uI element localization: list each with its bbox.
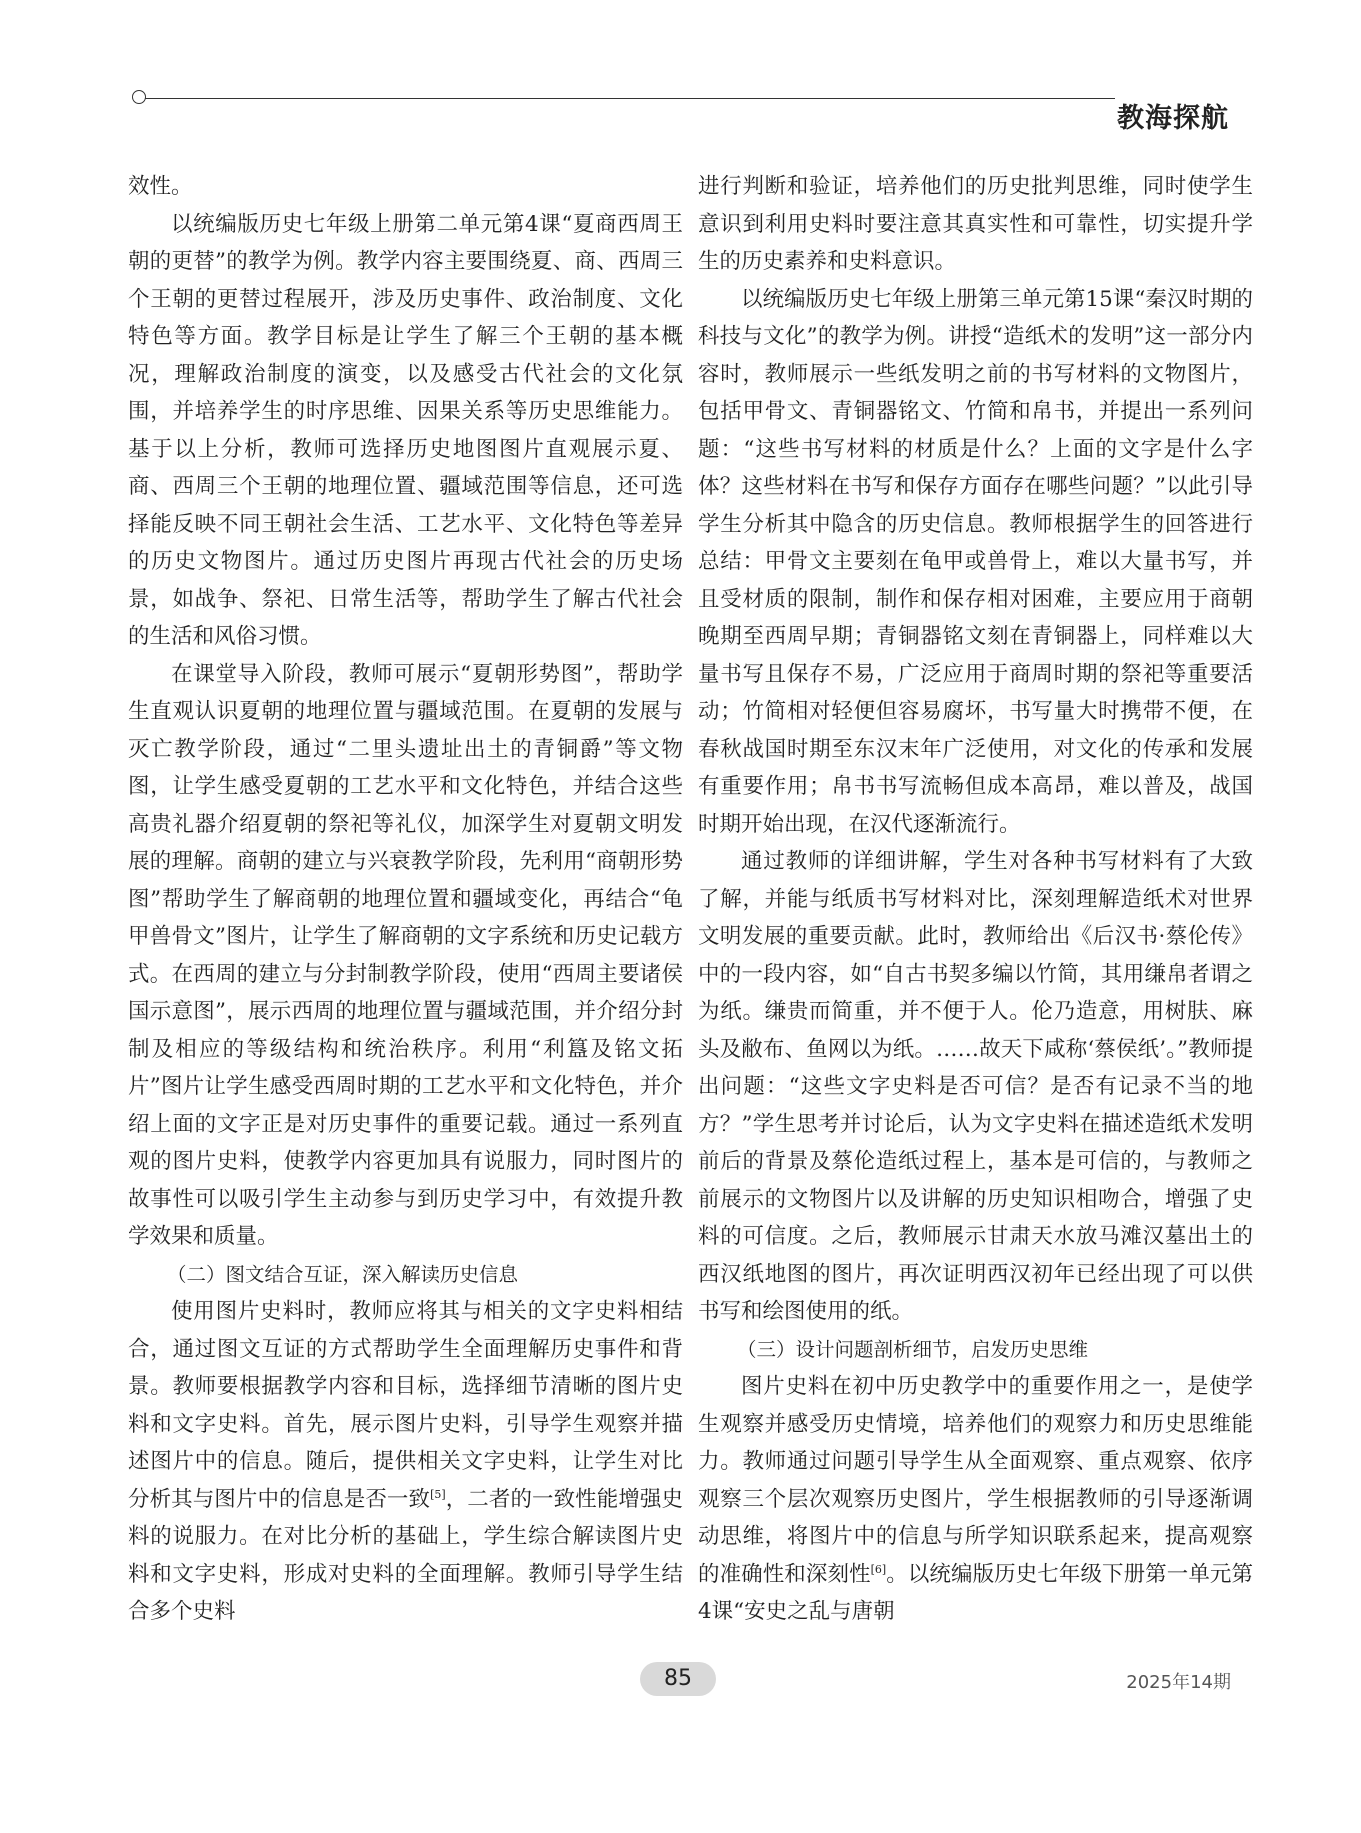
section-heading: （三）设计问题剖析细节，启发历史思维 xyxy=(737,1337,1089,1361)
section-title: 教海探航 xyxy=(1117,103,1229,134)
section-heading: （二）图文结合互证，深入解读历史信息 xyxy=(167,1262,519,1286)
left-column xyxy=(128,168,683,1631)
citation-mark: [5] xyxy=(430,1487,446,1501)
header-rule xyxy=(140,98,1115,99)
paragraph: 图片史料在初中历史教学中的重要作用之一，是使学生观察并感受历史情境，培养他们的观察力和历史思维能力。教师通过问题引导学生从全面观察、重点观察、依序观察三个层次观察历史图片，学生根据教师的引导逐渐调动思维，将图片中的信息与所学知识联系起来，提高观察的准确性和深刻性[6]。以统编版历史七年级下册第一单元第4课“安史之乱与唐朝 xyxy=(698,1374,1253,1624)
issue-label: 2025年14期 xyxy=(1126,1672,1231,1693)
paragraph: 进行判断和验证，培养他们的历史批判思维，同时使学生意识到利用史料时要注意其真实性和可靠性，切实提升学生的历史素养和史料意识。 xyxy=(698,174,1253,274)
paragraph: 效性。 xyxy=(128,174,193,199)
right-column xyxy=(698,168,1253,1631)
paragraph: 以统编版历史七年级上册第三单元第15课“秦汉时期的科技与文化”的教学为例。讲授“造纸术的发明”这一部分内容时，教师展示一些纸发明之前的书写材料的文物图片，包括甲骨文、青铜器铭文、竹简和帛书，并提出一系列问题：“这些书写材料的材质是什么？上面的文字是什么字体？这些材料在书写和保存方面存在哪些问题？”以此引导学生分析其中隐含的历史信息。教师根据学生的回答进行总结：甲骨文主要刻在龟甲或兽骨上，难以大量书写，并且受材质的限制，制作和保存相对困难，主要应用于商朝晚期至西周早期；青铜器铭文刻在青铜器上，同样难以大量书写且保存不易，广泛应用于商周时期的祭祀等重要活动；竹简相对轻便但容易腐坏，书写量大时携带不便，在春秋战国时期至东汉末年广泛使用，对文化的传承和发展有重要作用；帛书书写流畅但成本高昂，难以普及，战国时期开始出现，在汉代逐渐流行。 xyxy=(698,286,1253,837)
paragraph: 在课堂导入阶段，教师可展示“夏朝形势图”，帮助学生直观认识夏朝的地理位置与疆域范围。在夏朝的发展与灭亡教学阶段，通过“二里头遗址出土的青铜爵”等文物图，让学生感受夏朝的工艺水平和文化特色，并结合这些高贵礼器介绍夏朝的祭祀等礼仪，加深学生对夏朝文明发展的理解。商朝的建立与兴衰教学阶段，先利用“商朝形势图”帮助学生了解商朝的地理位置和疆域变化，再结合“龟甲兽骨文”图片，让学生了解商朝的文字系统和历史记载方式。在西周的建立与分封制教学阶段，使用“西周主要诸侯国示意图”，展示西周的地理位置与疆域范围，并介绍分封制及相应的等级结构和统治秩序。利用“利簋及铭文拓片”图片让学生感受西周时期的工艺水平和文化特色，并介绍上面的文字正是对历史事件的重要记载。通过一系列直观的图片史料，使教学内容更加具有说服力，同时图片的故事性可以吸引学生主动参与到历史学习中，有效提升教学效果和质量。 xyxy=(128,661,683,1249)
citation-mark: [6] xyxy=(870,1562,887,1576)
header-circle-ornament xyxy=(132,90,146,104)
paragraph: 通过教师的详细讲解，学生对各种书写材料有了大致了解，并能与纸质书写材料对比，深刻理解造纸术对世界文明发展的重要贡献。此时，教师给出《后汉书·蔡伦传》中的一段内容，如“自古书契多编以竹简，其用缣帛者谓之为纸。缣贵而简重，并不便于人。伦乃造意，用树肤、麻头及敝布、鱼网以为纸。……故天下咸称‘蔡侯纸’。”教师提出问题：“这些文字史料是否可信？是否有记录不当的地方？”学生思考并讨论后，认为文字史料在描述造纸术发明前后的背景及蔡伦造纸过程上，基本是可信的，与教师之前展示的文物图片以及讲解的历史知识相吻合，增强了史料的可信度。之后，教师展示甘肃天水放马滩汉墓出土的西汉纸地图的图片，再次证明西汉初年已经出现了可以供书写和绘图使用的纸。 xyxy=(698,849,1253,1324)
page-number: 85 xyxy=(640,1662,716,1696)
paragraph: 使用图片史料时，教师应将其与相关的文字史料相结合，通过图文互证的方式帮助学生全面理解历史事件和背景。教师要根据教学内容和目标，选择细节清晰的图片史料和文字史料。首先，展示图片史料，引导学生观察并描述图片中的信息。随后，提供相关文字史料，让学生对比分析其与图片中的信息是否一致[5]，二者的一致性能增强史料的说服力。在对比分析的基础上，学生综合解读图片史料和文字史料，形成对史料的全面理解。教师引导学生结合多个史料 xyxy=(128,1299,683,1624)
paragraph: 以统编版历史七年级上册第二单元第4课“夏商西周王朝的更替”的教学为例。教学内容主要围绕夏、商、西周三个王朝的更替过程展开，涉及历史事件、政治制度、文化特色等方面。教学目标是让学生了解三个王朝的基本概况，理解政治制度的演变，以及感受古代社会的文化氛围，并培养学生的时序思维、因果关系等历史思维能力。基于以上分析，教师可选择历史地图图片直观展示夏、商、西周三个王朝的地理位置、疆域范围等信息，还可选择能反映不同王朝社会生活、工艺水平、文化特色等差异的历史文物图片。通过历史图片再现古代社会的历史场景，如战争、祭祀、日常生活等，帮助学生了解古代社会的生活和风俗习惯。 xyxy=(128,211,683,649)
